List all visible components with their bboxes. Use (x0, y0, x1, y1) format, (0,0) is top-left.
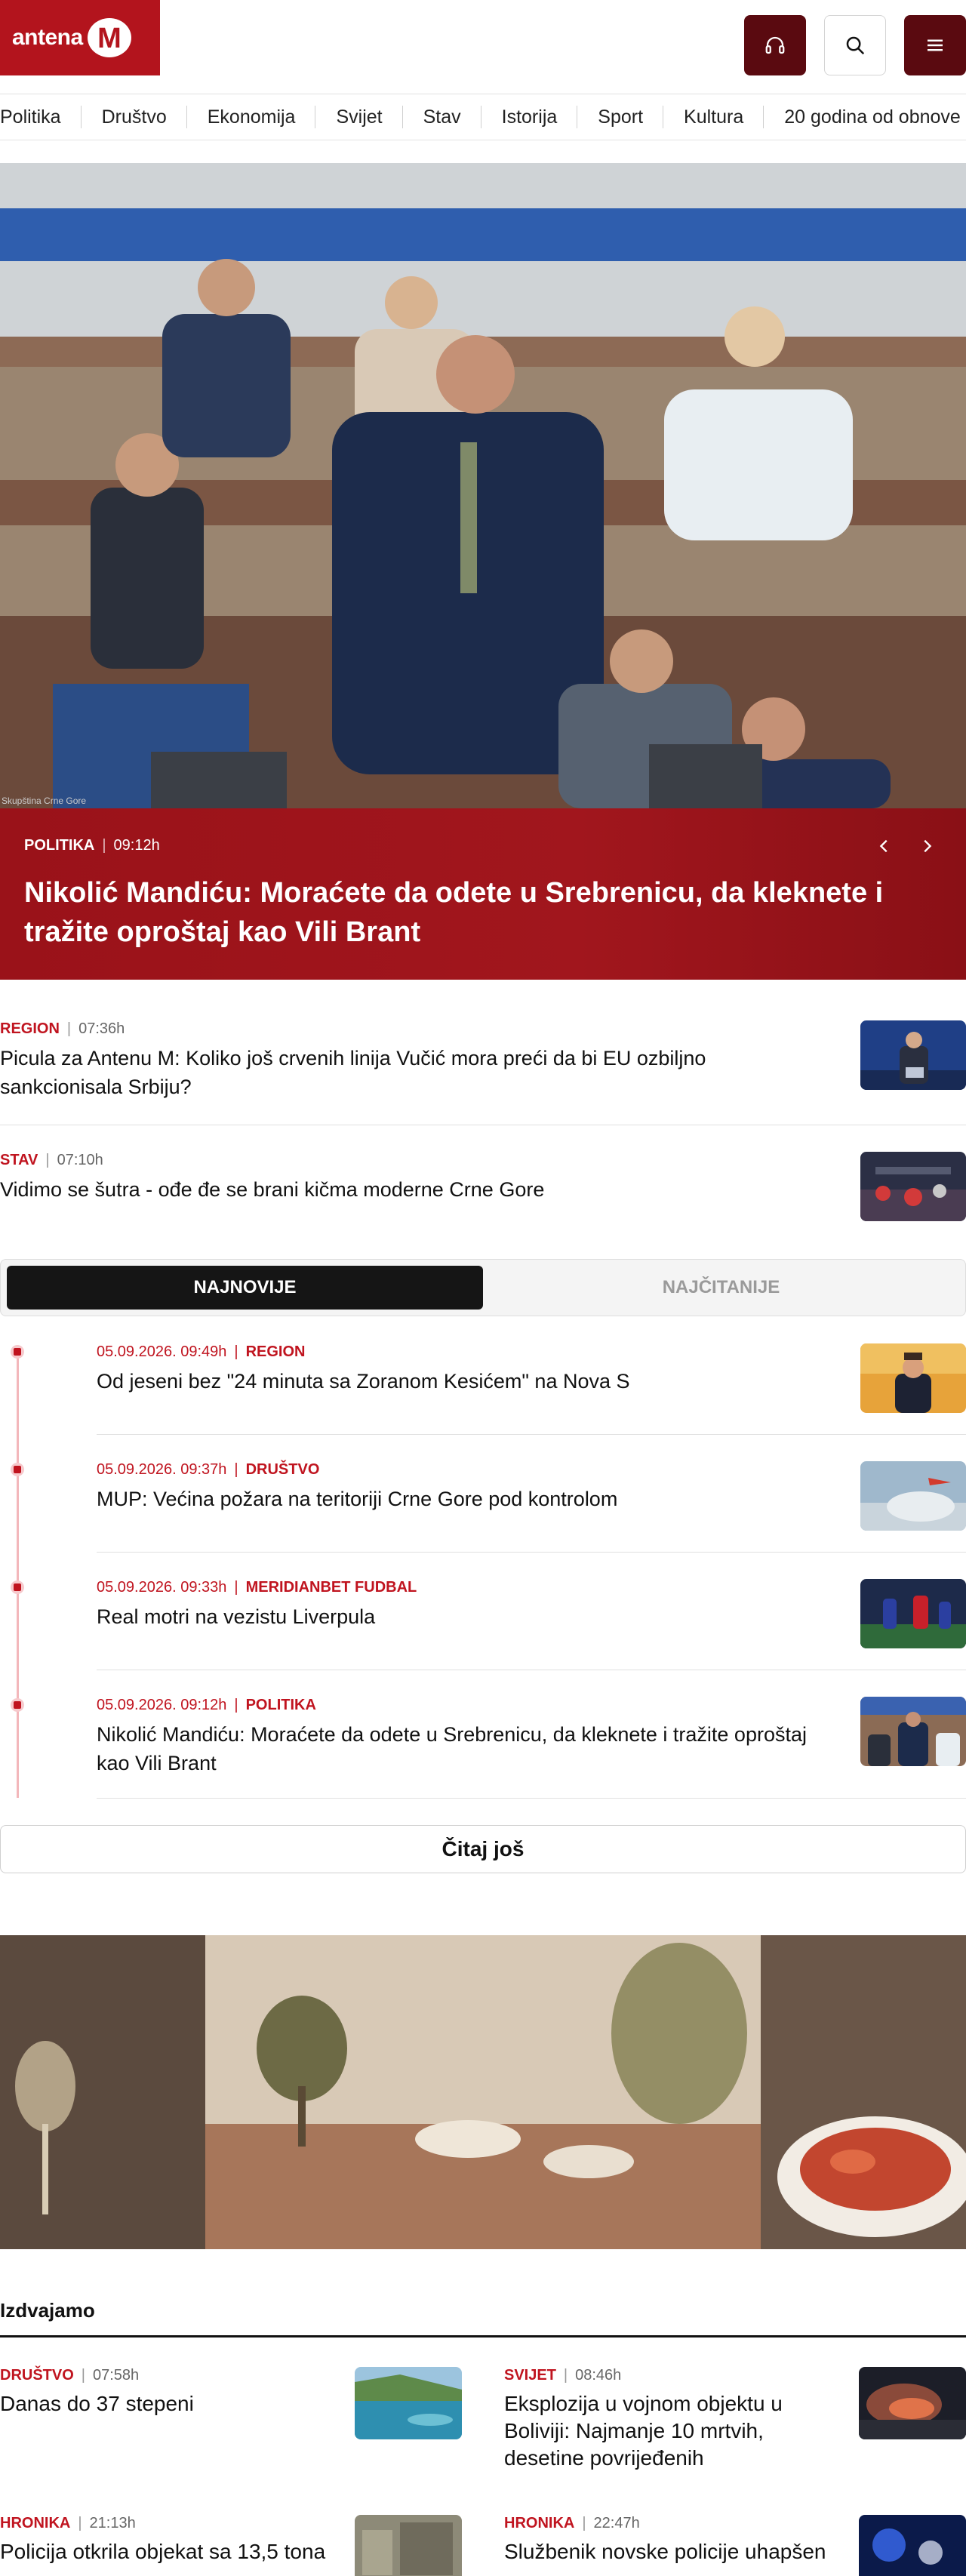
card-title[interactable]: Eksplozija u vojnom objektu u Boliviji: Najmanje 10 mrtvih, desetine povrijeđenih (504, 2392, 783, 2470)
nav-item-kultura[interactable]: Kultura (663, 106, 763, 128)
timeline-title[interactable]: MUP: Većina požara na teritoriji Crne Gore pod kontrolom (97, 1488, 618, 1510)
timeline-category[interactable]: REGION (245, 1343, 306, 1360)
timeline-thumbnail-image (860, 1461, 966, 1531)
headphones-icon (764, 34, 786, 57)
timeline-date: 05.09.2026. 09:49h (97, 1343, 227, 1360)
slider-prev-button[interactable] (869, 831, 900, 861)
news-category[interactable]: REGION (0, 1020, 60, 1037)
nav-item-ekonomija[interactable]: Ekonomija (186, 106, 315, 128)
slider-next-button[interactable] (912, 831, 942, 861)
card-category[interactable]: HRONIKA (0, 2515, 71, 2531)
timeline-item[interactable] (97, 1343, 966, 1396)
timeline-meta: 05.09.2026. 09:12h | POLITIKA (97, 1697, 316, 1713)
news-thumbnail[interactable] (860, 1020, 966, 1090)
featured-card[interactable] (0, 2367, 462, 2418)
nav-item-svijet[interactable]: Svijet (315, 106, 401, 128)
timeline-thumbnail-image (860, 1697, 966, 1766)
read-more-button[interactable]: Čitaj još (0, 1825, 966, 1873)
news-thumbnail[interactable] (860, 1152, 966, 1221)
timeline-date: 05.09.2026. 09:12h (97, 1697, 227, 1713)
hero-time: 09:12h (113, 837, 160, 854)
card-meta: HRONIKA | 21:13h (0, 2515, 136, 2531)
card-meta: HRONIKA | 22:47h (504, 2515, 640, 2531)
timeline-title[interactable]: Nikolić Mandiću: Moraćete da odete u Srebrenicu, da kleknete i tražite oproštaj kao Vili Brant (97, 1723, 807, 1774)
menu-button[interactable] (904, 15, 966, 75)
news-meta: STAV | 07:10h (0, 1152, 103, 1168)
card-time: 22:47h (593, 2515, 640, 2531)
card-title[interactable]: Policija otkrila objekat sa 13,5 tona (0, 2540, 326, 2563)
timeline-category[interactable]: MERIDIANBET FUDBAL (245, 1579, 417, 1596)
news-thumbnail-image (860, 1020, 966, 1090)
news-tabs (0, 1259, 966, 1316)
card-time: 07:58h (93, 2367, 140, 2384)
hero-category[interactable]: POLITIKA (24, 837, 95, 854)
timeline-meta: 05.09.2026. 09:33h | MERIDIANBET FUDBAL (97, 1579, 417, 1596)
tab-najnovije[interactable]: NAJNOVIJE (7, 1266, 483, 1310)
news-title[interactable]: Vidimo se šutra - ođe đe se brani kičma moderne Crne Gore (0, 1178, 545, 1201)
card-time: 21:13h (89, 2515, 136, 2531)
hero-title[interactable]: Nikolić Mandiću: Moraćete da odete u Srebrenicu, da kleknete i tražite oproštaj kao Vili Brant (24, 877, 884, 948)
timeline-thumbnail[interactable] (860, 1461, 966, 1531)
advertisement-banner[interactable] (0, 1935, 966, 2249)
divider (97, 1798, 966, 1799)
timeline-thumbnail[interactable] (860, 1343, 966, 1413)
card-thumbnail[interactable] (355, 2367, 462, 2439)
card-category[interactable]: SVIJET (504, 2367, 556, 2384)
advertisement-image (0, 1935, 966, 2249)
site-logo[interactable] (0, 0, 160, 75)
timeline-marker (11, 1345, 24, 1359)
timeline-title[interactable]: Real motri na vezistu Liverpula (97, 1605, 376, 1628)
divider (97, 1552, 966, 1553)
news-time: 07:10h (57, 1152, 103, 1168)
card-title[interactable]: Danas do 37 stepeni (0, 2392, 194, 2415)
news-title[interactable]: Picula za Antenu M: Koliko još crvenih linija Vučić mora preći da bi EU ozbiljno sankcionisala Srbiju? (0, 1047, 706, 1098)
hero-photo[interactable] (0, 163, 966, 808)
chevron-left-icon (876, 838, 893, 854)
card-thumbnail-image (859, 2367, 966, 2439)
card-thumbnail[interactable] (859, 2367, 966, 2439)
nav-item-drustvo[interactable]: Društvo (81, 106, 186, 128)
section-title-izdvajamo: Izdvajamo (0, 2299, 95, 2322)
timeline-meta: 05.09.2026. 09:37h | DRUŠTVO (97, 1461, 320, 1478)
news-category[interactable]: STAV (0, 1152, 38, 1168)
featured-card[interactable] (0, 2515, 462, 2565)
card-thumbnail-image (355, 2367, 462, 2439)
search-button[interactable] (824, 15, 886, 75)
timeline-item[interactable] (97, 1697, 966, 1777)
nav-item-istorija[interactable]: Istorija (481, 106, 577, 128)
timeline-line (17, 1351, 19, 1798)
hero-slider[interactable] (0, 163, 966, 980)
main-nav (0, 94, 966, 140)
logo-letter: M (97, 23, 122, 54)
menu-icon (924, 34, 946, 57)
chevron-right-icon (918, 838, 935, 854)
nav-item-sport[interactable]: Sport (577, 106, 663, 128)
audio-button[interactable] (744, 15, 806, 75)
timeline-meta: 05.09.2026. 09:49h | REGION (97, 1343, 306, 1360)
news-meta: REGION | 07:36h (0, 1020, 125, 1037)
featured-card[interactable] (504, 2367, 966, 2472)
timeline-category[interactable]: POLITIKA (245, 1697, 316, 1713)
card-meta: DRUŠTVO | 07:58h (0, 2367, 140, 2384)
news-thumbnail-image (860, 1152, 966, 1221)
hero-photo-credit: Skupština Crne Gore (2, 796, 87, 806)
divider (97, 1434, 966, 1435)
timeline-title[interactable]: Od jeseni bez "24 minuta sa Zoranom Kesićem" na Nova S (97, 1370, 630, 1393)
news-row[interactable] (0, 1152, 966, 1204)
timeline-category[interactable]: DRUŠTVO (245, 1461, 320, 1478)
card-thumbnail[interactable] (355, 2515, 462, 2576)
search-icon (844, 34, 866, 57)
timeline-date: 05.09.2026. 09:33h (97, 1579, 227, 1596)
timeline-thumbnail-image (860, 1579, 966, 1648)
timeline-date: 05.09.2026. 09:37h (97, 1461, 227, 1478)
timeline-marker (11, 1580, 24, 1594)
timeline-thumbnail[interactable] (860, 1579, 966, 1648)
card-thumbnail-image (355, 2515, 462, 2576)
timeline-item[interactable] (97, 1579, 966, 1631)
site-header (0, 0, 966, 75)
timeline-item[interactable] (97, 1461, 966, 1513)
nav-item-stav[interactable]: Stav (402, 106, 481, 128)
card-thumbnail-image (859, 2515, 966, 2576)
featured-card[interactable] (504, 2515, 966, 2565)
news-row[interactable] (0, 1020, 966, 1101)
card-thumbnail[interactable] (859, 2515, 966, 2576)
nav-item-20-godina[interactable]: 20 godina od obnove (763, 106, 966, 128)
card-category[interactable]: DRUŠTVO (0, 2367, 74, 2384)
tab-najcitanije[interactable]: NAJČITANIJE (662, 1277, 780, 1297)
news-time: 07:36h (78, 1020, 125, 1037)
logo-m-mark (85, 16, 134, 60)
card-category[interactable]: HRONIKA (504, 2515, 575, 2531)
timeline-marker (11, 1463, 24, 1476)
card-meta: SVIJET | 08:46h (504, 2367, 622, 2384)
logo-text: antena (12, 25, 83, 50)
hero-meta: POLITIKA | 09:12h (24, 837, 160, 854)
card-title[interactable]: Službenik novske policije uhapšen (504, 2540, 826, 2563)
timeline-thumbnail[interactable] (860, 1697, 966, 1766)
timeline-thumbnail-image (860, 1343, 966, 1413)
hero-caption-panel[interactable] (0, 808, 966, 980)
nav-item-politika[interactable]: Politika (0, 106, 61, 128)
section-divider (0, 2335, 966, 2337)
timeline-marker (11, 1698, 24, 1712)
card-time: 08:46h (575, 2367, 622, 2384)
